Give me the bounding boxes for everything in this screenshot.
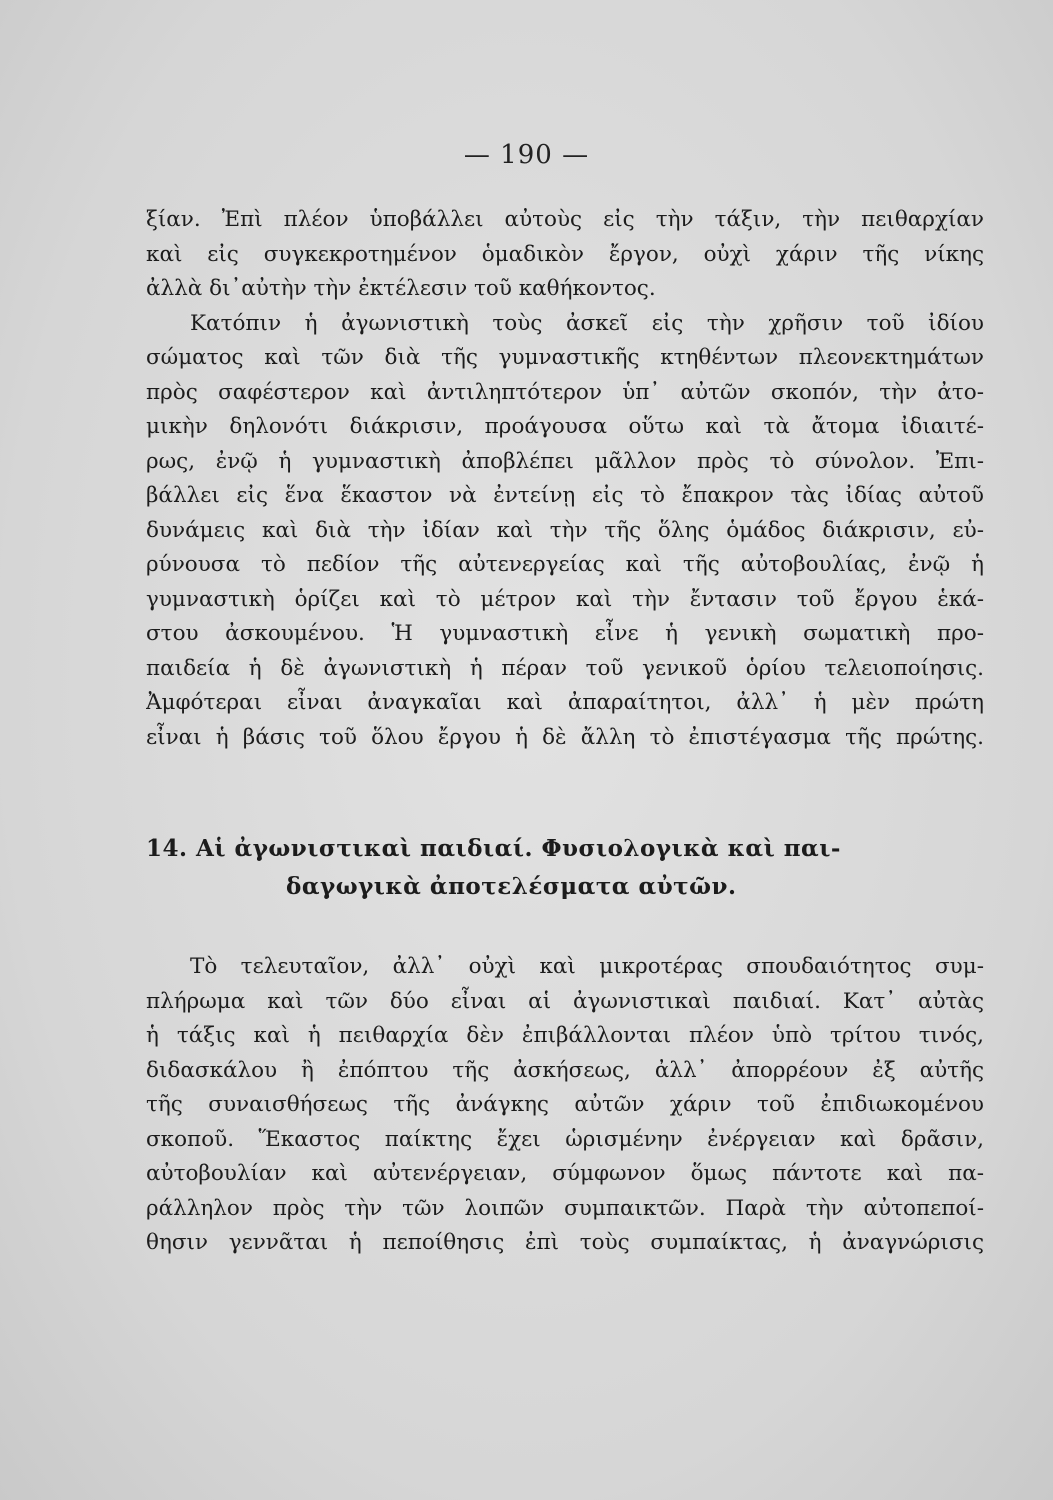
text-line: σκοποῦ. Ἕκαστος παίκτης ἔχει ὡρισμένην ἐνέργειαν καὶ δρᾶσιν, bbox=[146, 1126, 984, 1152]
text-block-bottom bbox=[146, 950, 984, 1261]
text-line: διδασκάλου ἢ ἐπόπτου τῆς ἀσκήσεως, ἀλλ᾽ ἀπορρέουν ἐξ αὐτῆς bbox=[146, 1057, 984, 1083]
heading-line: 14. Αἱ ἀγωνιστικαὶ παιδιαί. Φυσιολογικὰ καὶ παι- bbox=[146, 835, 841, 862]
text-line: ράλληλον πρὸς τὴν τῶν λοιπῶν συμπαικτῶν. Παρὰ τὴν αὐτοπεποί- bbox=[146, 1195, 984, 1221]
text-line: εἶναι ἡ βάσις τοῦ ὅλου ἔργου ἡ δὲ ἄλλη τὸ ἐπιστέγασμα τῆς πρώτης. bbox=[146, 724, 984, 750]
text-line: θησιν γεννᾶται ἡ πεποίθησις ἐπὶ τοὺς συμπαίκτας, ἡ ἀναγνώρισις bbox=[146, 1230, 984, 1255]
text-line: Κατόπιν ἡ ἀγωνιστικὴ τοὺς ἀσκεῖ εἰς τὴν χρῆσιν τοῦ ἰδίου bbox=[190, 310, 984, 336]
text-line: ρως, ἐνῷ ἡ γυμναστικὴ ἀποβλέπει μᾶλλον πρὸς τὸ σύνολον. Ἐπι- bbox=[146, 448, 984, 474]
text-line: πρὸς σαφέστερον καὶ ἀντιληπτότερον ὑπ᾽ αὐτῶν σκοπόν, τὴν ἀτο- bbox=[146, 379, 984, 405]
text-line: παιδεία ἡ δὲ ἀγωνιστικὴ ἡ πέραν τοῦ γενικοῦ ὁρίου τελειοποίησις. bbox=[146, 655, 984, 681]
heading-line: δαγωγικὰ ἀποτελέσματα αὐτῶν. bbox=[286, 873, 737, 900]
text-line: ἀλλὰ δι᾽αὐτὴν τὴν ἐκτέλεσιν τοῦ καθήκοντος. bbox=[146, 276, 656, 301]
text-block-top bbox=[146, 203, 984, 755]
text-line: ξίαν. Ἐπὶ πλέον ὑποβάλλει αὐτοὺς εἰς τὴν τάξιν, τὴν πειθαρχίαν bbox=[146, 207, 984, 232]
text-line: δυνάμεις καὶ διὰ τὴν ἰδίαν καὶ τὴν τῆς ὅλης ὁμάδος διάκρισιν, εὐ- bbox=[146, 517, 984, 543]
text-line: ἡ τάξις καὶ ἡ πειθαρχία δὲν ἐπιβάλλονται πλέον ὑπὸ τρίτου τινός, bbox=[146, 1023, 984, 1048]
text-line: τῆς συναισθήσεως τῆς ἀνάγκης αὐτῶν χάριν τοῦ ἐπιδιωκομένου bbox=[146, 1092, 984, 1117]
text-line: μικὴν δηλονότι διάκρισιν, προάγουσα οὕτω καὶ τὰ ἄτομα ἰδιαιτέ- bbox=[146, 414, 984, 439]
text-line: Τὸ τελευταῖον, ἀλλ᾽ οὐχὶ καὶ μικροτέρας σπουδαιότητος συμ- bbox=[190, 954, 984, 979]
text-line: βάλλει εἰς ἕνα ἕκαστον νὰ ἐντείνῃ εἰς τὸ ἔπακρον τὰς ἰδίας αὐτοῦ bbox=[146, 483, 984, 508]
text-line: καὶ εἰς συγκεκροτημένον ὁμαδικὸν ἔργον, οὐχὶ χάριν τῆς νίκης bbox=[146, 241, 984, 267]
text-line: ρύνουσα τὸ πεδίον τῆς αὐτενεργείας καὶ τῆς αὐτοβουλίας, ἐνῷ ἡ bbox=[146, 552, 984, 577]
text-line: Ἀμφότεραι εἶναι ἀναγκαῖαι καὶ ἀπαραίτητοι, ἀλλ᾽ ἡ μὲν πρώτη bbox=[146, 690, 984, 715]
text-line: σώματος καὶ τῶν διὰ τῆς γυμναστικῆς κτηθέντων πλεονεκτημάτων bbox=[146, 345, 984, 370]
text-line: γυμναστικὴ ὁρίζει καὶ τὸ μέτρον καὶ τὴν ἔντασιν τοῦ ἔργου ἑκά- bbox=[146, 586, 984, 612]
text-line: στου ἀσκουμένου. Ἡ γυμναστικὴ εἶνε ἡ γενικὴ σωματικὴ προ- bbox=[146, 621, 984, 646]
page-number: — 190 — bbox=[463, 140, 590, 170]
text-line: πλήρωμα καὶ τῶν δύο εἶναι αἱ ἀγωνιστικαὶ παιδιαί. Κατ᾽ αὐτὰς bbox=[146, 988, 984, 1014]
text-line: αὐτοβουλίαν καὶ αὐτενέργειαν, σύμφωνον ὅμως πάντοτε καὶ πα- bbox=[146, 1161, 984, 1186]
section-heading bbox=[146, 830, 984, 906]
